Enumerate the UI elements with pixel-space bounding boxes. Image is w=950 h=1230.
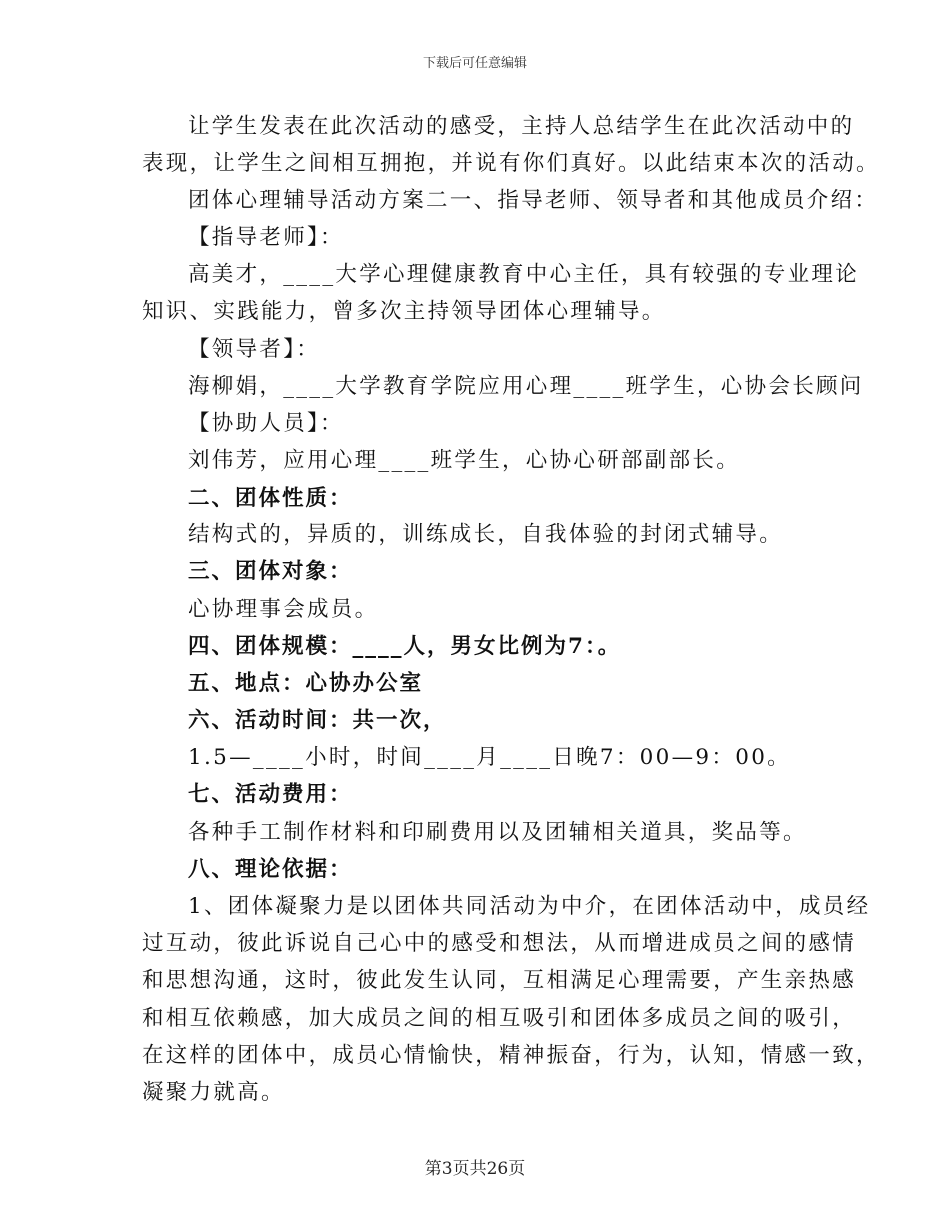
paragraph-line: 表现，让学生之间相互拥抱，并说有你们真好。以此结束本次的活动。: [142, 151, 880, 176]
section-heading-target: 三、团体对象：: [188, 559, 353, 584]
page-footer: 第3页共26页: [424, 1159, 526, 1179]
paragraph-line: 刘伟芳，应用心理____班学生，心协心研部副部长。: [188, 448, 741, 473]
paragraph-line: 团体心理辅导活动方案二一、指导老师、领导者和其他成员介绍：: [188, 188, 879, 213]
paragraph-line: 过互动，彼此诉说自己心中的感受和想法，从而增进成员之间的感情: [142, 931, 857, 956]
section-heading-location: 五、地点：心协办公室: [188, 671, 424, 696]
paragraph-line: 结构式的，异质的，训练成长，自我体验的封闭式辅导。: [188, 522, 784, 547]
paragraph-line: 海柳娟，____大学教育学院应用心理____班学生，心协会长顾问: [188, 374, 864, 399]
page-header: 下载后可任意编辑: [422, 56, 527, 71]
paragraph-line: 1.5—____小时，时间____月____日晚7：00—9：00。: [188, 745, 791, 770]
paragraph-line: 和相互依赖感，加大成员之间的相互吸引和团体多成员之间的吸引，: [142, 1006, 857, 1031]
paragraph-line: 各种手工制作材料和印刷费用以及团辅相关道具，奖品等。: [188, 820, 807, 845]
paragraph-line: 高美才，____大学心理健康教育中心主任，具有较强的专业理论: [188, 262, 860, 287]
paragraph-line: 让学生发表在此次活动的感受，主持人总结学生在此次活动中的: [188, 114, 855, 139]
section-heading-time: 六、活动时间：共一次，: [188, 708, 447, 733]
paragraph-line: 和思想沟通，这时，彼此发生认同，互相满足心理需要，产生亲热感: [142, 968, 857, 993]
section-heading-theory: 八、理论依据：: [188, 857, 353, 882]
paragraph-line: 在这样的团体中，成员心情愉快，精神振奋，行为，认知，情感一致，: [142, 1043, 880, 1068]
section-label-assistant: 【协助人员】：: [188, 411, 344, 436]
paragraph-line: 心协理事会成员。: [188, 597, 379, 622]
paragraph-line: 1、团体凝聚力是以团体共同活动为中介，在团体活动中，成员经: [188, 894, 871, 919]
paragraph-line: 凝聚力就高。: [142, 1080, 285, 1105]
paragraph-line: 知识、实践能力，曾多次主持领导团体心理辅导。: [142, 299, 666, 324]
section-label-advisor: 【指导老师】：: [188, 225, 344, 250]
section-label-leader: 【领导者】：: [188, 337, 321, 362]
section-heading-scale: 四、团体规模：____人，男女比例为7：。: [188, 634, 622, 659]
section-heading-nature: 二、团体性质：: [188, 486, 353, 511]
section-heading-cost: 七、活动费用：: [188, 782, 353, 807]
